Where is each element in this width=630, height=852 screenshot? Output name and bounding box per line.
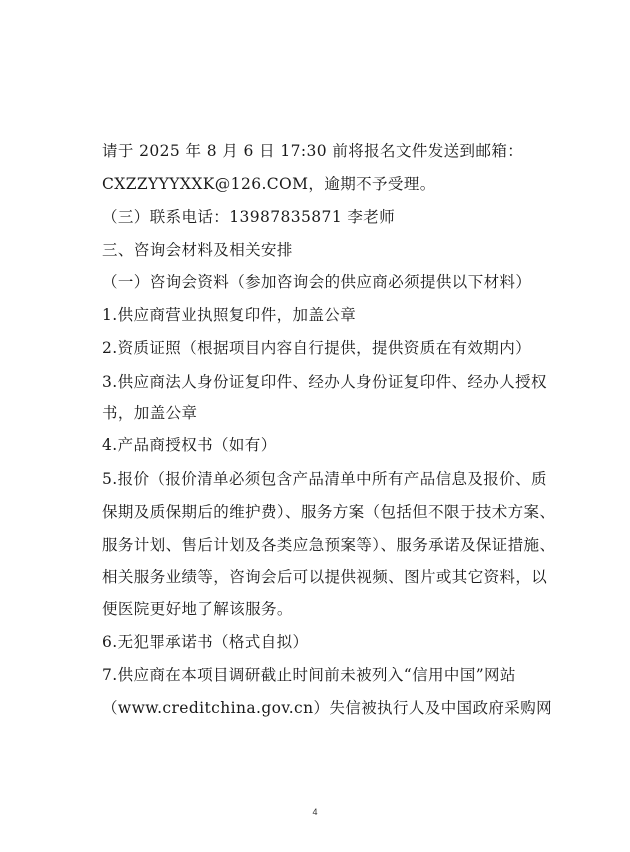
- subsection-heading-materials: （一）咨询会资料（参加咨询会的供应商必须提供以下材料）: [102, 273, 532, 291]
- email-line: CXZZYYYXXK@126.COM，逾期不予受理。: [102, 175, 436, 193]
- contact-phone-line: （三）联系电话：13987835871 李老师: [102, 208, 396, 226]
- page-number: 4: [312, 807, 318, 817]
- list-item-5-continued-3: 相关服务业绩等，咨询会后可以提供视频、图片或其它资料，以: [102, 568, 548, 586]
- list-item-7-continued: （www.creditchina.gov.cn）失信被执行人及中国政府采购网: [102, 699, 552, 717]
- list-item-7: 7.供应商在本项目调研截止时间前未被列入“信用中国”网站: [102, 666, 516, 684]
- list-item-5: 5.报价（报价清单必须包含产品清单中所有产品信息及报价、质: [102, 470, 547, 488]
- list-item-6: 6.无犯罪承诺书（格式自拟）: [102, 633, 309, 651]
- list-item-5-continued-4: 便医院更好地了解该服务。: [102, 600, 293, 618]
- list-item-2: 2.资质证照（根据项目内容自行提供，提供资质在有效期内）: [102, 339, 531, 357]
- list-item-3-continued: 书，加盖公章: [102, 404, 198, 422]
- list-item-5-continued-2: 服务计划、售后计划及各类应急预案等）、服务承诺及保证措施、: [102, 536, 556, 554]
- list-item-1: 1.供应商营业执照复印件，加盖公章: [102, 306, 357, 324]
- list-item-5-continued-1: 保期及质保期后的维护费）、服务方案（包括但不限于技术方案、: [102, 503, 556, 521]
- list-item-4: 4.产品商授权书（如有）: [102, 436, 277, 454]
- section-heading-materials: 三、咨询会材料及相关安排: [102, 241, 293, 259]
- deadline-line: 请于 2025 年 8 月 6 日 17:30 前将报名文件发送到邮箱：: [102, 142, 524, 160]
- list-item-3: 3.供应商法人身份证复印件、经办人身份证复印件、经办人授权: [102, 373, 547, 391]
